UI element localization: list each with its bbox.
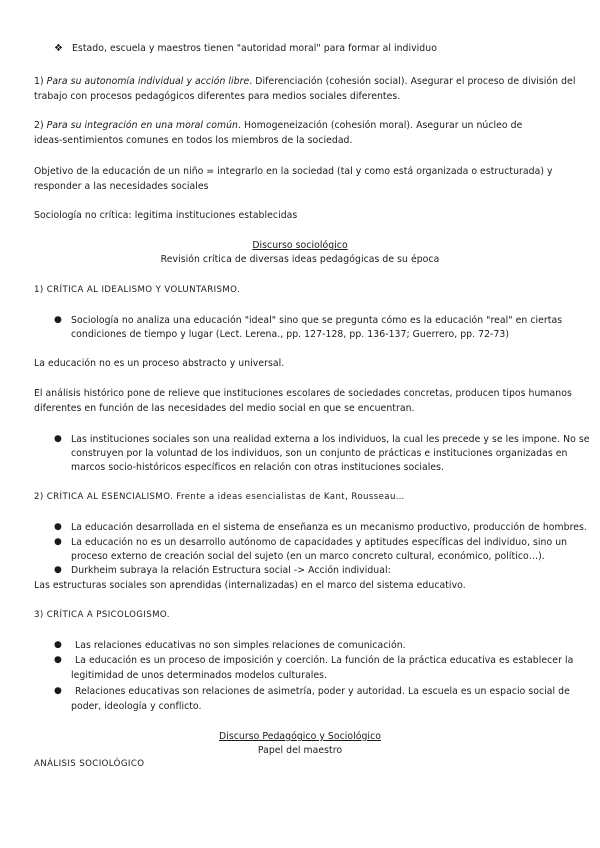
point-2-line-1: 2) Para su integración en una moral común. Homogeneización (cohesión moral). Asegurar un núcleo de bbox=[34, 120, 523, 131]
point-1-lead: Para su autonomía individual y acción libre bbox=[46, 76, 250, 87]
closing-title: Discurso Pedagógico y Sociológico bbox=[219, 731, 381, 742]
intro-bullet-text: Estado, escuela y maestros tienen "autoridad moral" para formar al individuo bbox=[72, 43, 437, 54]
section-3-bullet-2-line-1: La educación es un proceso de imposición y coerción. La función de la práctica educativa es establecer la bbox=[75, 655, 574, 666]
section-1-paragraph-2-line-2: diferentes en función de las necesidades del medio social en que se encuentran. bbox=[34, 403, 415, 414]
section-2-after-text: Las estructuras sociales son aprendidas (internalizadas) en el marco del sistema educativo. bbox=[34, 580, 466, 591]
discourse-title: Discurso sociológico bbox=[252, 240, 348, 251]
section-2-bullet-1: La educación desarrollada en el sistema de enseñanza es un mecanismo productivo, producción de hombres. bbox=[71, 522, 587, 533]
section-1-bullet-line-2: condiciones de tiempo y lugar (Lect. Lerena., pp. 127-128, pp. 136-137; Guerrero, pp. 72-73) bbox=[71, 329, 510, 340]
point-2-lead: Para su integración en una moral común bbox=[46, 120, 238, 131]
bullet-icon: ● bbox=[54, 434, 62, 444]
bullet-icon: ● bbox=[54, 522, 62, 532]
discourse-subtitle: Revisión crítica de diversas ideas pedagógicas de su época bbox=[160, 254, 440, 265]
section-1-bullet-line-1: Sociología no analiza una educación "ideal" sino que se pregunta cómo es la educación "real" en ciertas bbox=[71, 315, 563, 326]
section-3-bullet-3-line-2: poder, ideología y conflicto. bbox=[71, 701, 202, 712]
objective-line-1: Objetivo de la educación de un niño = integrarlo en la sociedad (tal y como está organizada o estructurada) y bbox=[34, 166, 553, 177]
section-2-bullet-3: Durkheim subraya la relación Estructura social -> Acción individual: bbox=[71, 565, 391, 576]
objective-line-2: responder a las necesidades sociales bbox=[34, 181, 209, 192]
bullet-icon: ● bbox=[54, 315, 62, 325]
section-3-bullet-3-line-1: Relaciones educativas son relaciones de asimetría, poder y autoridad. La escuela es un espacio social de bbox=[75, 686, 570, 697]
point-1-line-1: 1) Para su autonomía individual y acción libre. Diferenciación (cohesión social). Asegurar el proceso de división del bbox=[34, 76, 576, 87]
section-3-bullet-1: Las relaciones educativas no son simples relaciones de comunicación. bbox=[75, 640, 406, 651]
section-1-bullet-2-line-2: construyen por la voluntad de los individuos, son un conjunto de prácticas e instituciones organizadas en bbox=[71, 448, 568, 459]
section-3-heading: 3) CRÍTICA A PSICOLOGISMO. bbox=[34, 610, 170, 620]
bullet-icon: ● bbox=[54, 686, 62, 696]
point-2-line-2: ideas-sentimientos comunes en todos los miembros de la sociedad. bbox=[34, 135, 353, 146]
bullet-icon: ● bbox=[54, 565, 62, 575]
closing-heading: ANÁLISIS SOCIOLÓGICO bbox=[34, 759, 145, 769]
section-1-bullet-2-line-3: marcos socio-históricos específicos en relación con otras instituciones sociales. bbox=[71, 462, 445, 473]
section-1-paragraph-1: La educación no es un proceso abstracto y universal. bbox=[34, 358, 285, 369]
bullet-icon: ● bbox=[54, 655, 62, 665]
section-2-heading: 2) CRÍTICA AL ESENCIALISMO. Frente a ideas esencialistas de Kant, Rousseau… bbox=[34, 492, 405, 502]
section-2-bullet-2-line-2: proceso externo de creación social del sujeto (en un marco concreto cultural, económico, político…). bbox=[71, 551, 545, 562]
section-1-heading: 1) CRÍTICA AL IDEALISMO Y VOLUNTARISMO. bbox=[34, 285, 241, 295]
closing-subtitle: Papel del maestro bbox=[257, 745, 343, 756]
bullet-icon: ● bbox=[54, 537, 62, 547]
point-1-line-2: trabajo con procesos pedagógicos diferentes para medios sociales diferentes. bbox=[34, 91, 401, 102]
non-critical-sociology: Sociología no crítica: legitima instituciones establecidas bbox=[34, 210, 298, 221]
diamond-bullet-icon: ❖ bbox=[54, 43, 64, 54]
section-1-paragraph-2-line-1: El análisis histórico pone de relieve que instituciones escolares de sociedades concretas, producen tipos humanos bbox=[34, 388, 572, 399]
section-2-bullet-2-line-1: La educación no es un desarrollo autónomo de capacidades y aptitudes específicas del individuo, sino un bbox=[71, 537, 568, 548]
section-1-bullet-2-line-1: Las instituciones sociales son una realidad externa a los individuos, la cual les precede y se les impone. No se bbox=[71, 434, 590, 445]
section-3-bullet-2-line-2: legitimidad de unos determinados modelos culturales. bbox=[71, 670, 327, 681]
bullet-icon: ● bbox=[54, 640, 62, 650]
